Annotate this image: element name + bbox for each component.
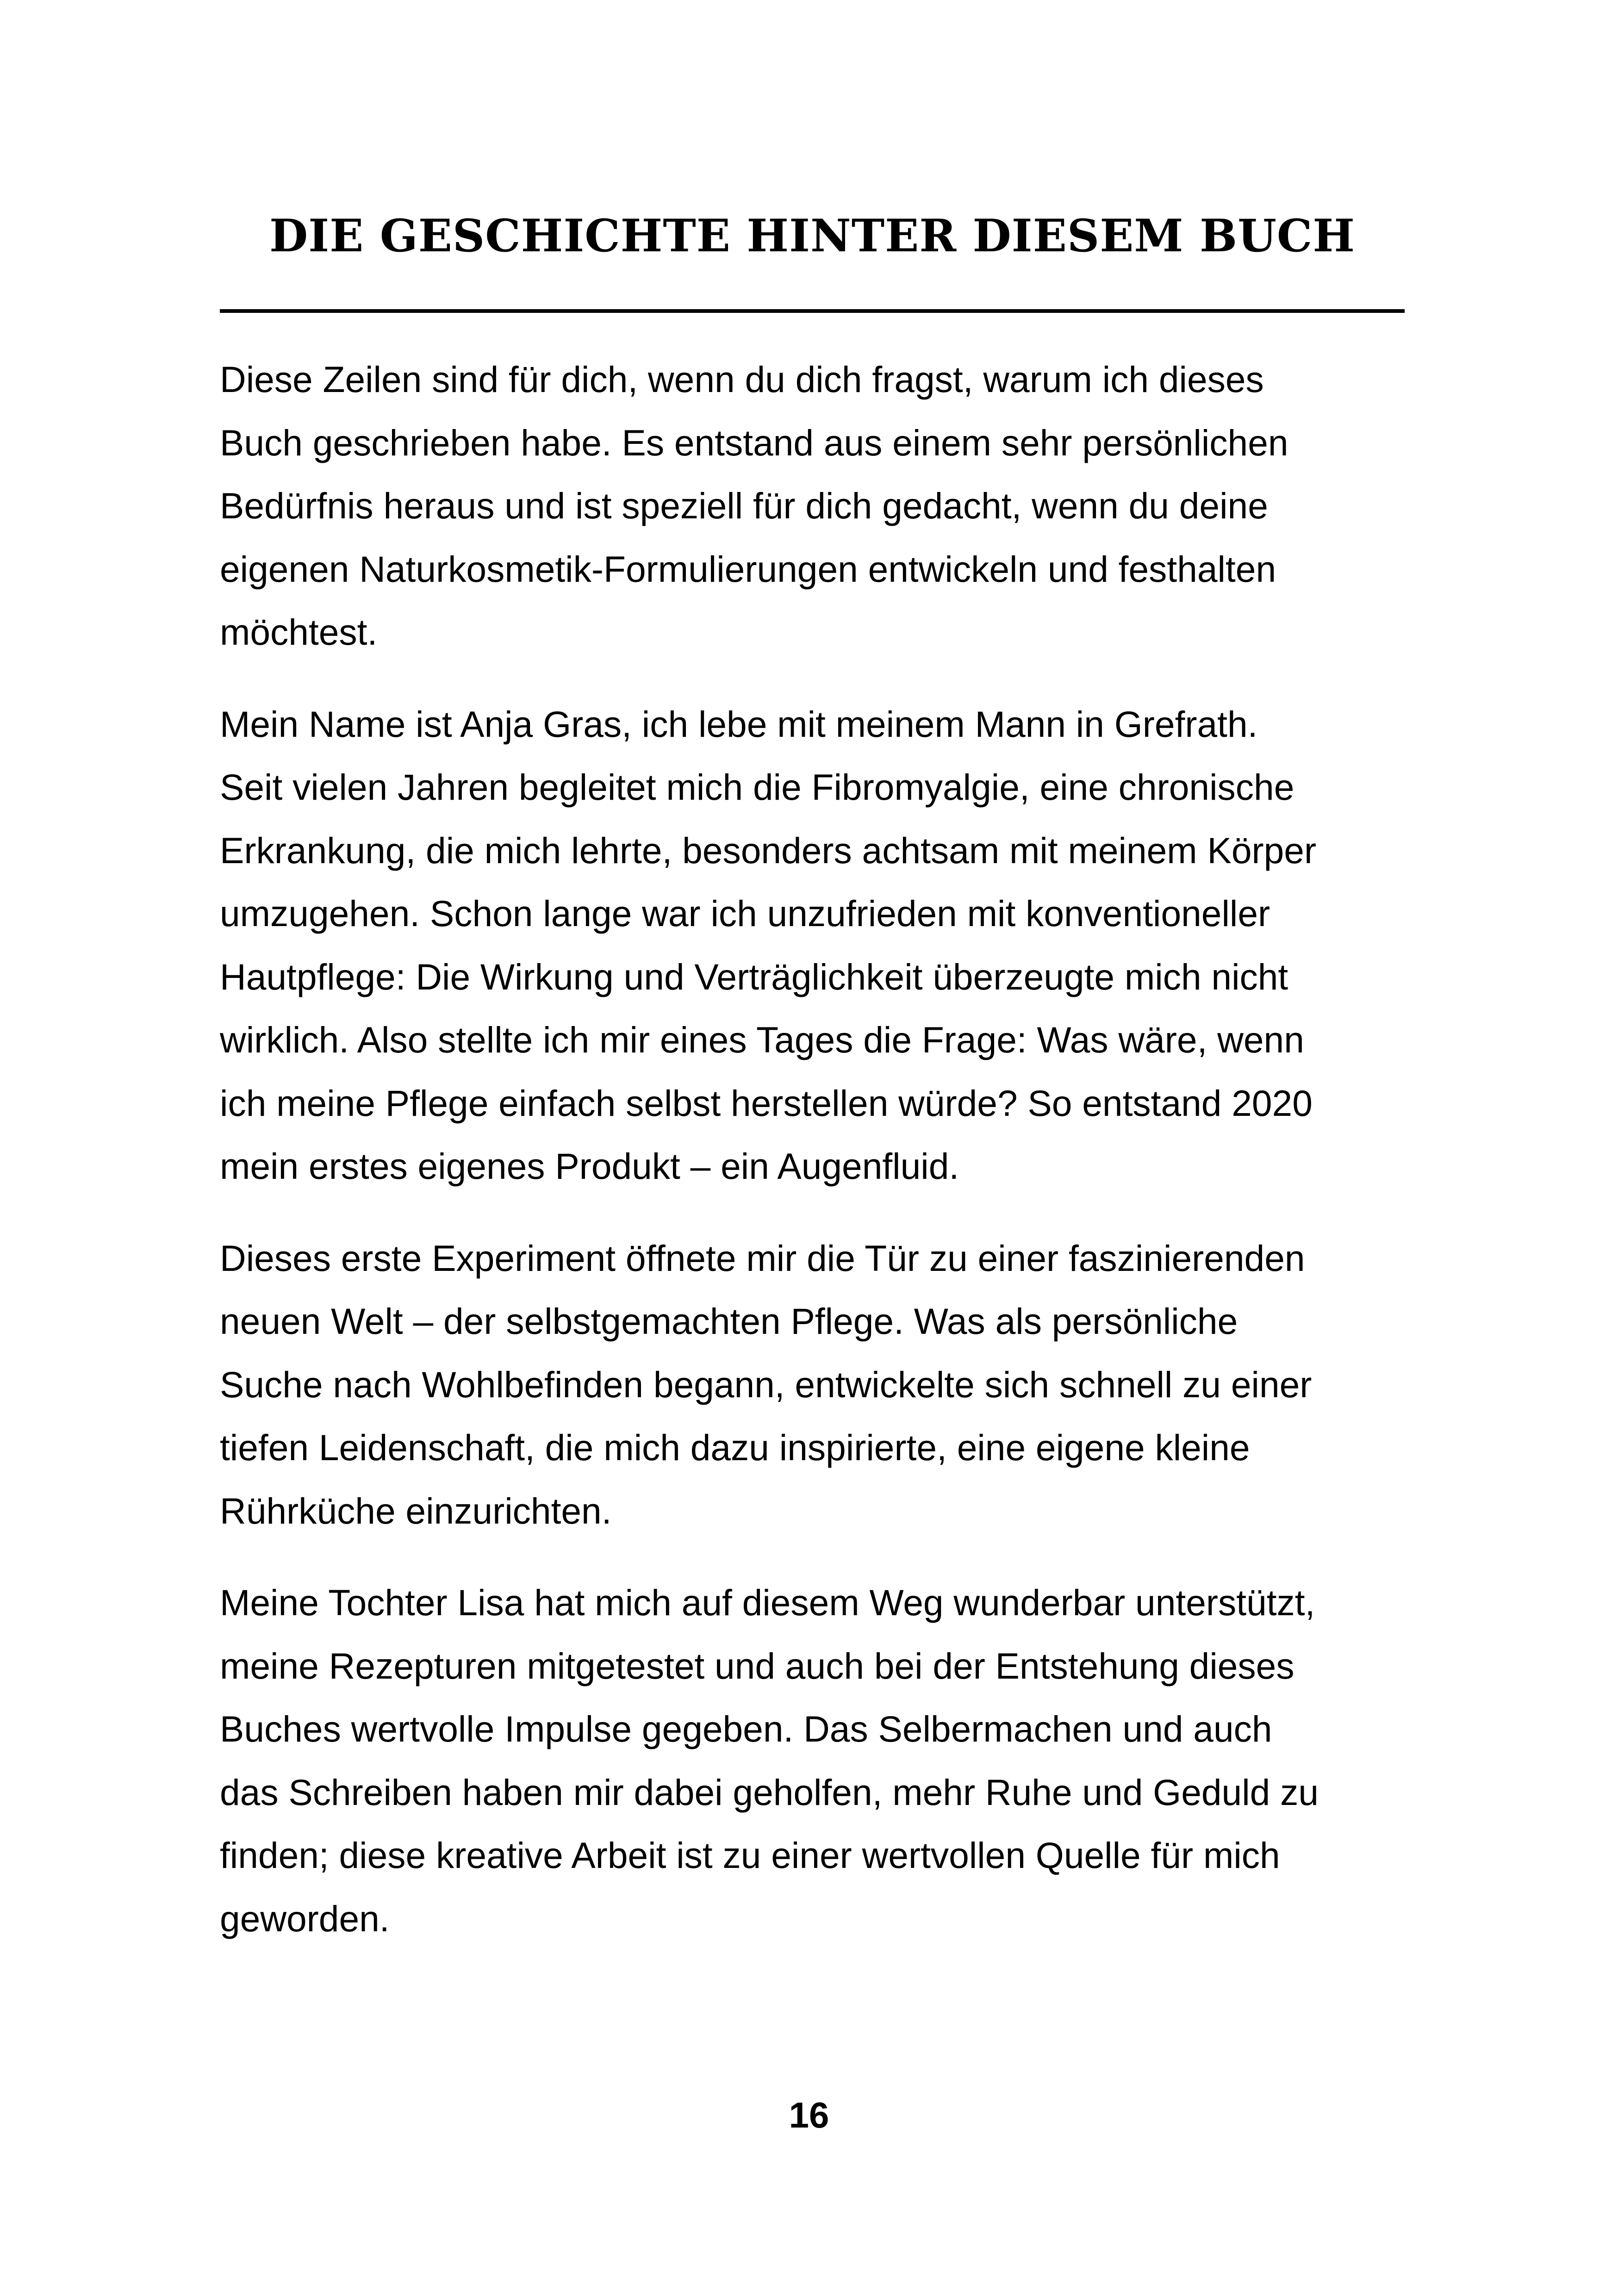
text-line: Erkrankung, die mich lehrte, besonders achtsam mit meinem Körper (220, 830, 1317, 871)
paragraph-2 (220, 693, 1423, 1198)
text-line: ich meine Pflege einfach selbst herstellen würde? So entstand 2020 (220, 1083, 1313, 1124)
paragraph-1 (220, 348, 1423, 664)
paragraph-4 (220, 1571, 1423, 1950)
text-line: wirklich. Also stellte ich mir eines Tages die Frage: Was wäre, wenn (220, 1020, 1304, 1060)
text-line: Buches wertvolle Impulse gegeben. Das Selbermachen und auch (220, 1709, 1272, 1749)
text-line: Diese Zeilen sind für dich, wenn du dich fragst, warum ich dieses (220, 359, 1264, 400)
text-line: geworden. (220, 1898, 390, 1939)
paragraph-3 (220, 1227, 1423, 1543)
text-line: Seit vielen Jahren begleitet mich die Fibromyalgie, eine chronische (220, 767, 1294, 808)
page-number: 16 (789, 2095, 829, 2135)
text-line: tiefen Leidenschaft, die mich dazu inspirierte, eine eigene kleine (220, 1427, 1250, 1468)
page-title: DIE GESCHICHTE HINTER DIESEM BUCH (269, 210, 1356, 262)
text-line: Meine Tochter Lisa hat mich auf diesem Weg wunderbar unterstützt, (220, 1582, 1315, 1623)
text-line: umzugehen. Schon lange war ich unzufrieden mit konventioneller (220, 893, 1270, 934)
text-line: das Schreiben haben mir dabei geholfen, mehr Ruhe und Geduld zu (220, 1772, 1319, 1813)
text-line: Dieses erste Experiment öffnete mir die Tür zu einer faszinierenden (220, 1238, 1305, 1279)
text-line: neuen Welt – der selbstgemachten Pflege. Was als persönliche (220, 1301, 1238, 1342)
text-line: möchtest. (220, 612, 378, 653)
title-divider (220, 309, 1405, 313)
text-line: mein erstes eigenes Produkt – ein Augenfluid. (220, 1146, 959, 1187)
text-line: Suche nach Wohlbefinden begann, entwickelte sich schnell zu einer (220, 1364, 1312, 1405)
body-text (220, 348, 1423, 1950)
text-line: Mein Name ist Anja Gras, ich lebe mit meinem Mann in Grefrath. (220, 703, 1258, 745)
text-line: eigenen Naturkosmetik-Formulierungen entwickeln und festhalten (220, 548, 1276, 590)
text-line: Bedürfnis heraus und ist speziell für dich gedacht, wenn du deine (220, 485, 1268, 526)
text-line: finden; diese kreative Arbeit ist zu einer wertvollen Quelle für mich (220, 1835, 1280, 1876)
text-line: Hautpflege: Die Wirkung und Verträglichkeit überzeugte mich nicht (220, 956, 1288, 997)
text-line: Buch geschrieben habe. Es entstand aus einem sehr persönlichen (220, 422, 1288, 463)
text-line: meine Rezepturen mitgetestet und auch bei der Entstehung dieses (220, 1645, 1294, 1686)
text-line: Rührküche einzurichten. (220, 1490, 612, 1531)
